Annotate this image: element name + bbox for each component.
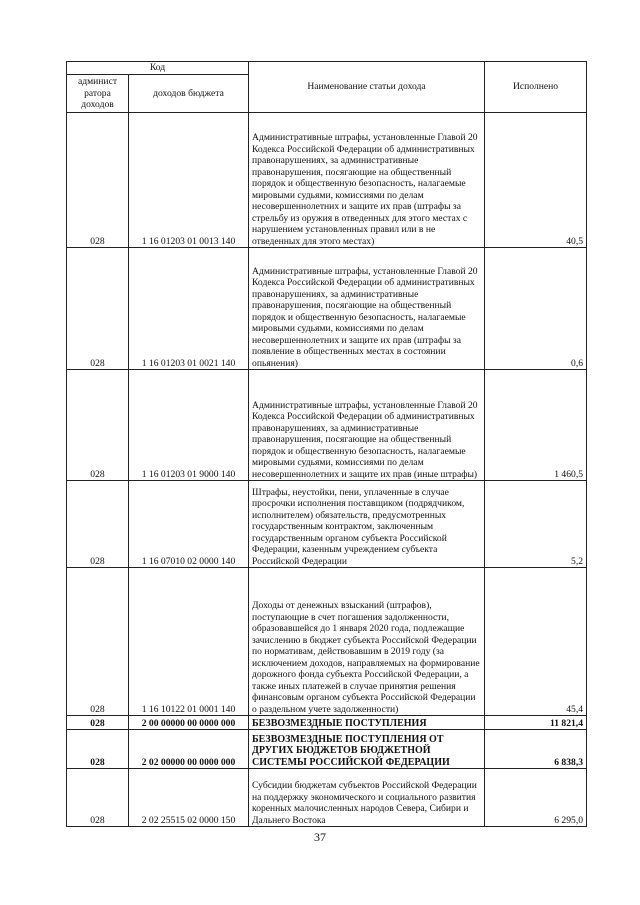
revenue-name-cell: Доходы от денежных взысканий (штрафов), поступающие в счет погашения задолженности, образовавшейся до 1 января 2020 года, подлежащие зачислению в бюджет субъекта Российской Федерации по нормативам, действовавшим в 2019 году (за исключением доходов, направляемых на формирование дорожного фонда субъекта Российской Федерации, а также иных платежей в случае принятия решения финансовым органом субъекта Российской Федерации о раздельном учете задолженности)	[249, 568, 485, 716]
revenue-code-cell: 1 16 01203 01 0013 140	[129, 113, 249, 248]
admin-code-cell: 028	[67, 568, 129, 716]
table-row	[67, 769, 587, 827]
admin-code-cell: 028	[67, 113, 129, 248]
revenue-name-cell: Административные штрафы, установленные Главой 20 Кодекса Российской Федерации об административных правонарушениях, за административные правонарушения, посягающие на общественный порядок и общественную безопасность, налагаемые мировыми судьями, комиссиями по делам несовершеннолетних и защите их прав (иные штрафы)	[249, 370, 485, 481]
admin-code-cell: 028	[67, 730, 129, 769]
admin-code-cell: 028	[67, 769, 129, 827]
revenue-name-cell: Административные штрафы, установленные Главой 20 Кодекса Российской Федерации об административных правонарушениях, за административные правонарушения, посягающие на общественный порядок и общественную безопасность, налагаемые мировыми судьями, комиссиями по делам несовершеннолетних и защите их прав (штрафы за стрельбу из оружия в отведенных для этого местах с нарушением установленных правил или в не отведенных для этого местах)	[249, 113, 485, 248]
revenue-name-cell: БЕЗВОЗМЕЗДНЫЕ ПОСТУПЛЕНИЯ	[249, 716, 485, 730]
table-row	[67, 568, 587, 716]
table-row	[67, 113, 587, 248]
amount-cell: 45,4	[485, 568, 587, 716]
header-kod: Код	[67, 62, 249, 75]
revenue-name-cell: Субсидии бюджетам субъектов Российской Федерации на поддержку экономического и социального развития коренных малочисленных народов Севера, Сибири и Дальнего Востока	[249, 769, 485, 827]
amount-cell: 40,5	[485, 113, 587, 248]
amount-cell: 1 460,5	[485, 370, 587, 481]
revenue-code-cell: 2 02 25515 02 0000 150	[129, 769, 249, 827]
page-number: 37	[314, 830, 326, 844]
revenue-code-cell: 1 16 01203 01 0021 140	[129, 248, 249, 370]
table-row-subtotal	[67, 730, 587, 769]
amount-cell: 11 821,4	[485, 716, 587, 730]
revenue-table	[66, 61, 587, 827]
table-row	[67, 248, 587, 370]
header-administrator: админист ратора доходов	[67, 75, 129, 113]
admin-code-cell: 028	[67, 716, 129, 730]
admin-code-cell: 028	[67, 370, 129, 481]
amount-cell: 6 838,3	[485, 730, 587, 769]
admin-code-cell: 028	[67, 248, 129, 370]
revenue-code-cell: 2 02 00000 00 0000 000	[129, 730, 249, 769]
amount-cell: 5,2	[485, 481, 587, 568]
revenue-code-cell: 1 16 10122 01 0001 140	[129, 568, 249, 716]
revenue-name-cell: Административные штрафы, установленные Главой 20 Кодекса Российской Федерации об административных правонарушениях, за административные правонарушения, посягающие на общественный порядок и общественную безопасность, налагаемые мировыми судьями, комиссиями по делам несовершеннолетних и защите их прав (штрафы за появление в общественных местах в состоянии опьянения)	[249, 248, 485, 370]
revenue-name-cell: Штрафы, неустойки, пени, уплаченные в случае просрочки исполнения поставщиком (подрядчиком, исполнителем) обязательств, предусмотренных государственным контрактом, заключенным государственным органом субъекта Российской Федерации, казенным учреждением субъекта Российской Федерации	[249, 481, 485, 568]
admin-code-cell: 028	[67, 481, 129, 568]
table-row-total	[67, 716, 587, 730]
table-row	[67, 370, 587, 481]
header-name: Наименование статьи дохода	[249, 62, 485, 113]
amount-cell: 0,6	[485, 248, 587, 370]
header-row-top	[67, 62, 587, 75]
revenue-name-cell: БЕЗВОЗМЕЗДНЫЕ ПОСТУПЛЕНИЯ ОТ ДРУГИХ БЮДЖЕТОВ БЮДЖЕТНОЙ СИСТЕМЫ РОССИЙСКОЙ ФЕДЕРАЦИИ	[249, 730, 485, 769]
revenue-code-cell: 1 16 01203 01 9000 140	[129, 370, 249, 481]
revenue-code-cell: 2 00 00000 00 0000 000	[129, 716, 249, 730]
header-revenue-code: доходов бюджета	[129, 75, 249, 113]
header-executed: Исполнено	[485, 62, 587, 113]
revenue-code-cell: 1 16 07010 02 0000 140	[129, 481, 249, 568]
table-row	[67, 481, 587, 568]
amount-cell: 6 295,0	[485, 769, 587, 827]
